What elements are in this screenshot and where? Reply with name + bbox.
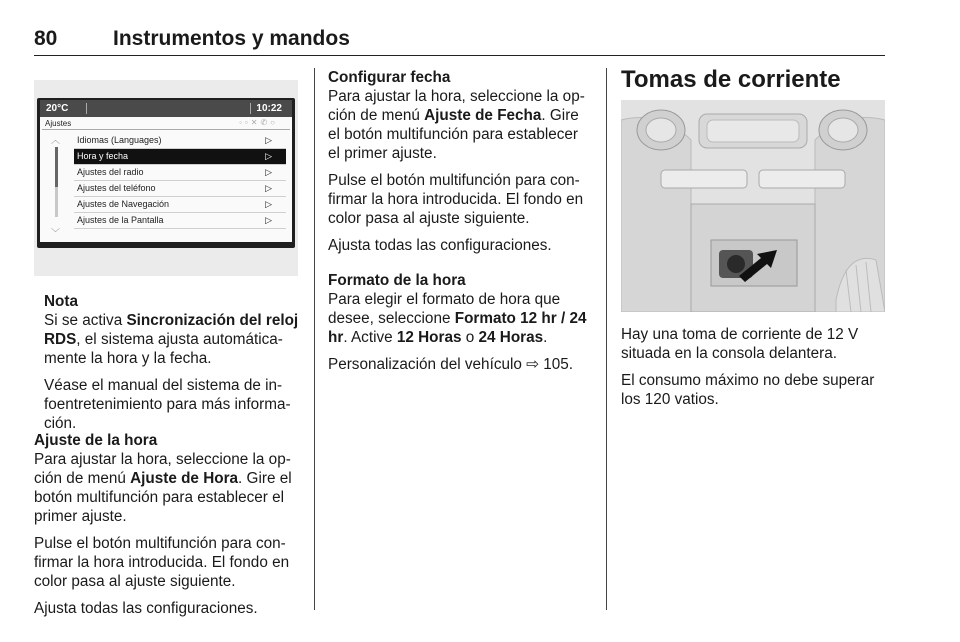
paragraph: El consumo máximo no debe superar los 120 vatios. bbox=[621, 372, 875, 408]
paragraph: Ajusta todas las configuraciones. bbox=[328, 237, 552, 254]
paragraph: Para elegir el formato de hora que desee, seleccione Formato 12 hr / 24 hr. Active 12 Horas o 24 Horas. bbox=[328, 291, 587, 346]
settings-menu bbox=[74, 133, 286, 229]
temperature: 20°C bbox=[46, 103, 69, 114]
paragraph: Para ajustar la hora, seleccione la op-ción de menú Ajuste de Fecha. Gire el botón multifunción para establecer el primer ajuste. bbox=[328, 88, 585, 162]
phone-icon: ✆ bbox=[260, 118, 271, 127]
date-setting-section bbox=[328, 68, 594, 382]
paragraph: Pulse el botón multifunción para con-firmar la hora introducida. El fondo en color pasa al ajuste siguiente. bbox=[328, 172, 584, 227]
column-divider bbox=[606, 68, 607, 610]
console-drawing bbox=[621, 100, 885, 312]
section-heading: Ajuste de la hora bbox=[34, 432, 158, 449]
note-heading: Nota bbox=[44, 293, 78, 310]
scroll-up-icon[interactable]: ︿ bbox=[51, 135, 61, 145]
reference-arrow-icon: ⇨ bbox=[526, 356, 539, 373]
section-title: Tomas de corriente bbox=[621, 66, 841, 93]
chevron-right-icon: ▷ bbox=[265, 135, 272, 145]
signal-icon: ◦ bbox=[239, 118, 245, 127]
page-title: Instrumentos y mandos bbox=[113, 27, 350, 50]
socket-section bbox=[621, 325, 887, 417]
chevron-right-icon: ▷ bbox=[265, 167, 272, 177]
time-setting-section bbox=[34, 431, 302, 626]
paragraph: Pulse el botón multifunción para con-firmar la hora introducida. El fondo en color pasa al ajuste siguiente. bbox=[34, 535, 290, 590]
column-divider bbox=[314, 68, 315, 610]
cross-reference[interactable]: Personalización del vehículo ⇨ 105. bbox=[328, 356, 573, 373]
display-screen bbox=[40, 100, 292, 242]
chevron-right-icon: ▷ bbox=[265, 199, 272, 209]
chevron-right-icon: ▷ bbox=[265, 215, 272, 225]
settings-screen-figure bbox=[34, 80, 298, 276]
section-heading: Configurar fecha bbox=[328, 69, 451, 86]
scrollbar[interactable] bbox=[55, 147, 58, 217]
menu-item[interactable]: Ajustes del teléfono ▷ bbox=[74, 181, 286, 197]
status-bar bbox=[40, 100, 292, 117]
header-rule bbox=[34, 55, 885, 56]
note-paragraph: Si se activa Sincronización del reloj RDS, el sistema ajusta automática-mente la hora y la fecha. bbox=[44, 312, 299, 367]
status-icons bbox=[239, 118, 278, 127]
menu-item-selected[interactable]: Hora y fecha ▷ bbox=[74, 149, 286, 165]
note-paragraph: Véase el manual del sistema de in-foentretenimiento para más informa-ción. bbox=[44, 377, 291, 432]
paragraph: Ajusta todas las configuraciones. bbox=[34, 600, 258, 617]
scroll-down-icon[interactable]: ﹀ bbox=[51, 228, 61, 238]
menu-item[interactable]: Ajustes de Navegación ▷ bbox=[74, 197, 286, 213]
chevron-right-icon: ▷ bbox=[265, 151, 272, 161]
menu-item[interactable]: Ajustes del radio ▷ bbox=[74, 165, 286, 181]
paragraph: Para ajustar la hora, seleccione la op-ción de menú Ajuste de Hora. Gire el botón multifunción para establecer el primer ajuste. bbox=[34, 451, 292, 525]
note-block bbox=[44, 292, 300, 441]
bluetooth-icon: ✕ bbox=[250, 118, 261, 127]
section-heading: Formato de la hora bbox=[328, 272, 466, 289]
screen-title: Ajustes bbox=[45, 119, 72, 128]
display-bezel bbox=[37, 98, 295, 248]
menu-item[interactable]: Ajustes de la Pantalla ▷ bbox=[74, 213, 286, 229]
power-socket-illustration bbox=[621, 100, 885, 312]
radio-icon: ▫ bbox=[244, 118, 251, 127]
clock: 10:22 bbox=[256, 103, 282, 114]
menu-item[interactable]: Idiomas (Languages) ▷ bbox=[74, 133, 286, 149]
scrollbar-thumb[interactable] bbox=[55, 147, 58, 187]
chevron-right-icon: ▷ bbox=[265, 183, 272, 193]
paragraph: Hay una toma de corriente de 12 V situada en la consola delantera. bbox=[621, 326, 859, 362]
settings-icon: ○ bbox=[270, 118, 278, 127]
page-number: 80 bbox=[34, 27, 58, 50]
